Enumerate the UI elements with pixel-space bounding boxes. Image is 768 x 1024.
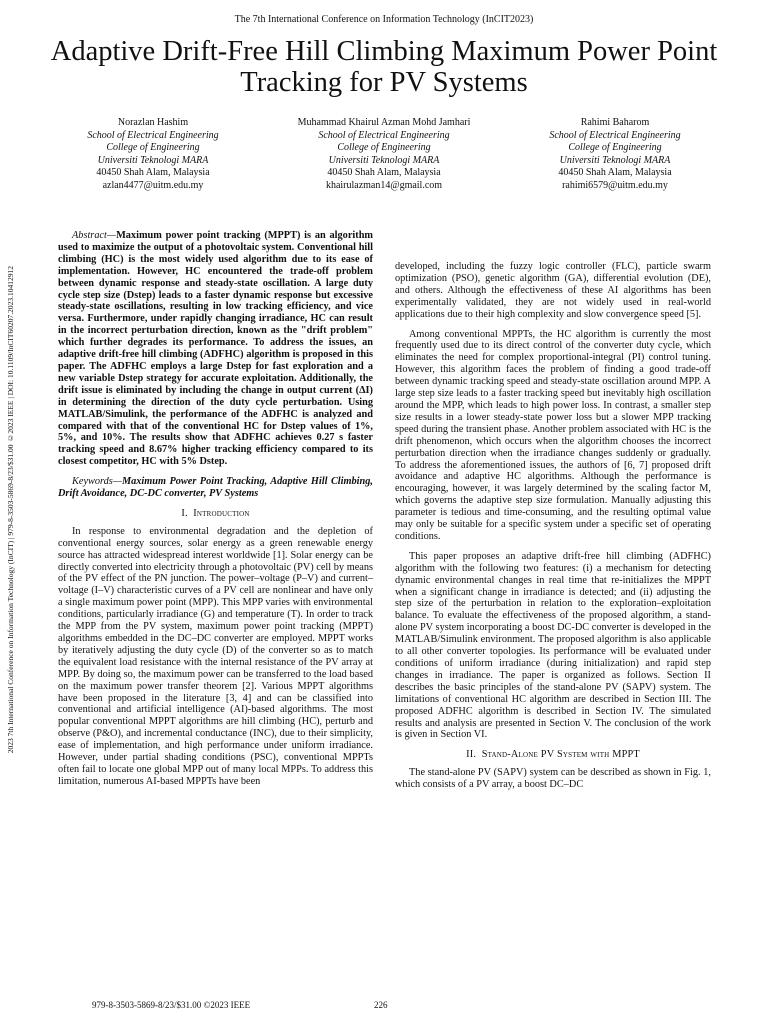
right-column [395, 261, 711, 799]
author-school: School of Electrical Engineering [87, 129, 219, 141]
intro-paragraph: In response to environmental degradation and the depletion of conventional energy sources, solar energy as a green renewable energy source has attracted widespread interest worldwide [1]. Solar energy can be directly converted into electricity through a photovoltaic (PV) cell by means of the PV effect of the PN junction. The power–voltage (P–V) and current–voltage (I–V) characteristic curves of a PV cell are nonlinear and have only a single maximum power point (MPP). This MPP varies with environmental conditions, particularly irradiance (G) and temperature (T). In order to track the MPP from the PV system, maximum power point tracking (MPPT) algorithms embedded in the DC–DC converter are employed. MPPT works by iteratively adjusting the duty cycle (D) of the converter so as to match the equivalent load resistance with the internal resistance of the PV array at MPP. By doing so, the maximum power can be transferred to the load based on the maximum power transfer theorem [2]. Various MPPT algorithms have been proposed in the literature [3, 4] and can be classified into conventional and artificial intelligence (AI)-based algorithms. The most popular conventional MPPT algorithms are hill climbing (HC), perturb and observe (P&O), and incremental conductance (INC), due to their simplicity, ease of implementation, and high performance under uniform irradiance. However, under partial shading conditions (PSC), conventional MPPTs often fail to locate one global MPP out of many local MPPs. To address this limitation, numerous AI-based MPPTs have been [58, 525, 373, 787]
section-heading-sapv [395, 749, 711, 761]
keywords-lead: Keywords— [72, 476, 122, 488]
author-name: Norazlan Hashim [117, 117, 189, 128]
footer-isbn: 979-8-3503-5869-8/23/$31.00 ©2023 IEEE [92, 1000, 251, 1010]
author-block [48, 117, 720, 193]
author-university: Universiti Teknologi MARA [328, 154, 440, 166]
body-paragraph: The stand-alone PV (SAPV) system can be described as shown in Fig. 1, which consists of a PV array, a boost DC–DC [395, 767, 711, 791]
author-address: 40450 Shah Alam, Malaysia [96, 167, 210, 179]
author-university: Universiti Teknologi MARA [97, 154, 209, 166]
abstract [58, 230, 373, 468]
section-heading-introduction [58, 508, 373, 520]
abstract-text: Maximum power point tracking (MPPT) is an algorithm used to maximize the output of a photovoltaic system. Conventional hill climbing (HC) is the most widely used algorithm due to its ease of implementation. However, HC encountered the trade-off problem between dynamic response and steady-state oscillation. A large duty cycle step size (Dstep) leads to a faster dynamic response but excessive steady-state oscillations, resulting in low tracking efficiency, and vice versa. Furthermore, under rapidly changing irradiance, HC can result in the incorrect perturbation direction, known as the "drift problem" which further degrades its performance. To address the issues, an adaptive drift-free hill climbing (ADFHC) algorithm is proposed in this paper. The ADFHC employs a large Dstep for fast exploration and a new variable Dstep strategy for accurate exploitation. Additionally, the drift issue is eliminated by including the change in output current (ΔI) in determining the direction of the duty cycle perturbation. Using MATLAB/Simulink, the performance of the ADFHC is analyzed and compared with that of the conventional HC for Dstep values of 1%, 5%, and 10%. The results show that ADFHC achieves 0.27 s faster tracking speed and 8.67% higher tracking efficiency compared to its closest competitor, HC with 5% Dstep. [58, 230, 373, 468]
author-name: Muhammad Khairul Azman Mohd Jamhari [297, 117, 471, 128]
doi-side-note [3, 196, 17, 824]
section-number: II. [466, 749, 477, 761]
body-paragraph: developed, including the fuzzy logic controller (FLC), particle swarm optimization (PSO), genetic algorithm (GA), differential evolution (DE), and others. Although the effectiveness of these AI algorithms has been experimentally validated, they are not widely used in real-world applications due to their high complexity and slow convergence speed [5]. [395, 261, 711, 320]
author-college: College of Engineering [337, 142, 431, 154]
author-college: College of Engineering [106, 142, 200, 154]
keywords [58, 476, 373, 500]
author-name: Rahimi Baharom [580, 117, 650, 128]
keywords-text: Maximum Power Point Tracking, Adaptive Hill Climbing, Drift Avoidance, DC-DC converter, PV Systems [58, 476, 373, 500]
page-number: 226 [374, 1000, 388, 1010]
section-title: Stand-Alone PV System with MPPT [481, 749, 640, 761]
paper-title: Adaptive Drift-Free Hill Climbing Maximum Power Point Tracking for PV Systems [50, 36, 718, 98]
abstract-lead: Abstract— [72, 230, 117, 241]
author-university: Universiti Teknologi MARA [559, 154, 671, 166]
author-email: rahimi6579@uitm.edu.my [562, 179, 668, 191]
author-1 [48, 117, 258, 193]
author-address: 40450 Shah Alam, Malaysia [327, 167, 441, 179]
author-email: khairulazman14@gmail.com [325, 179, 443, 191]
body-paragraph: Among conventional MPPTs, the HC algorithm is currently the most frequently used due to its direct control of the converter duty cycle, which eliminates the need for complex proportional-integral (PI) control tuning. However, this algorithm faces the problem of finding a good trade-off between dynamic tracking speed and steady-state oscillation around MPP. A large step size leads to a faster tracking speed but inevitably high oscillation around the MPP, which leads to high power loss. In contrast, a smaller step size results in a lower steady-state power loss but a slower MPP tracking speed during the transient phase. Another problem associated with HC is the drift phenomenon, which occurs when the algorithm chooses the incorrect perturbation direction when the irradiance changes suddenly or gradually. To address the aforementioned issues, the authors of [6, 7] proposed drift avoidance and adaptive HC algorithms. Although the performance is encouraging, however, it was largely determined by the scaling factor M, which governs the adaptive step size formulation. Manually adjusting this parameter is tedious and time-consuming, and the resulting optimal value may only be suitable for a specific system under a specific set of operating conditions. [395, 328, 711, 542]
author-school: School of Electrical Engineering [549, 129, 681, 141]
author-3 [510, 117, 720, 193]
author-address: 40450 Shah Alam, Malaysia [558, 167, 672, 179]
left-column [58, 230, 373, 796]
author-email: azlan4477@uitm.edu.my [102, 179, 204, 191]
author-school: School of Electrical Engineering [318, 129, 450, 141]
author-2 [279, 117, 489, 193]
conference-header: The 7th International Conference on Information Technology (InCIT2023) [234, 14, 534, 25]
doi-side-note-text: 2023 7th International Conference on Information Technology (InCIT) | 979-8-3503-5869-8/23/$31.00 ©2023 IEEE | DOI: 10.1109/InCIT60207.2023.10412912 [5, 266, 15, 754]
section-title: Introduction [193, 507, 250, 519]
body-paragraph: This paper proposes an adaptive drift-free hill climbing (ADFHC) algorithm with the following two features: (i) a mechanism for detecting dynamic environmental changes in real time that re-initializes the MPPT when a significant change in irradiance is detected; and (ii) adjusting the step size of the perturbation in relation to the exploration–exploitation balance. To evaluate the effectiveness of the proposed algorithm, a stand-alone PV system incorporating a boost DC-DC converter is developed in the MATLAB/Simulink environment. The proposed algorithm is also applicable to all other converter topologies. Its performance will be evaluated under conditions of uniform irradiance (during initialization) and rapid step changes in irradiance. The paper is organized as follows. Section II describes the basic principles of the stand-alone PV (SAPV) system. The limitations of conventional HC algorithm are described in Section III. The proposed ADFHC algorithm is described in Section IV. The simulated results and analysis are presented in Section V. The conclusion of the work is given in Section VI. [395, 550, 711, 741]
author-college: College of Engineering [568, 142, 662, 154]
section-number: I. [181, 507, 188, 519]
